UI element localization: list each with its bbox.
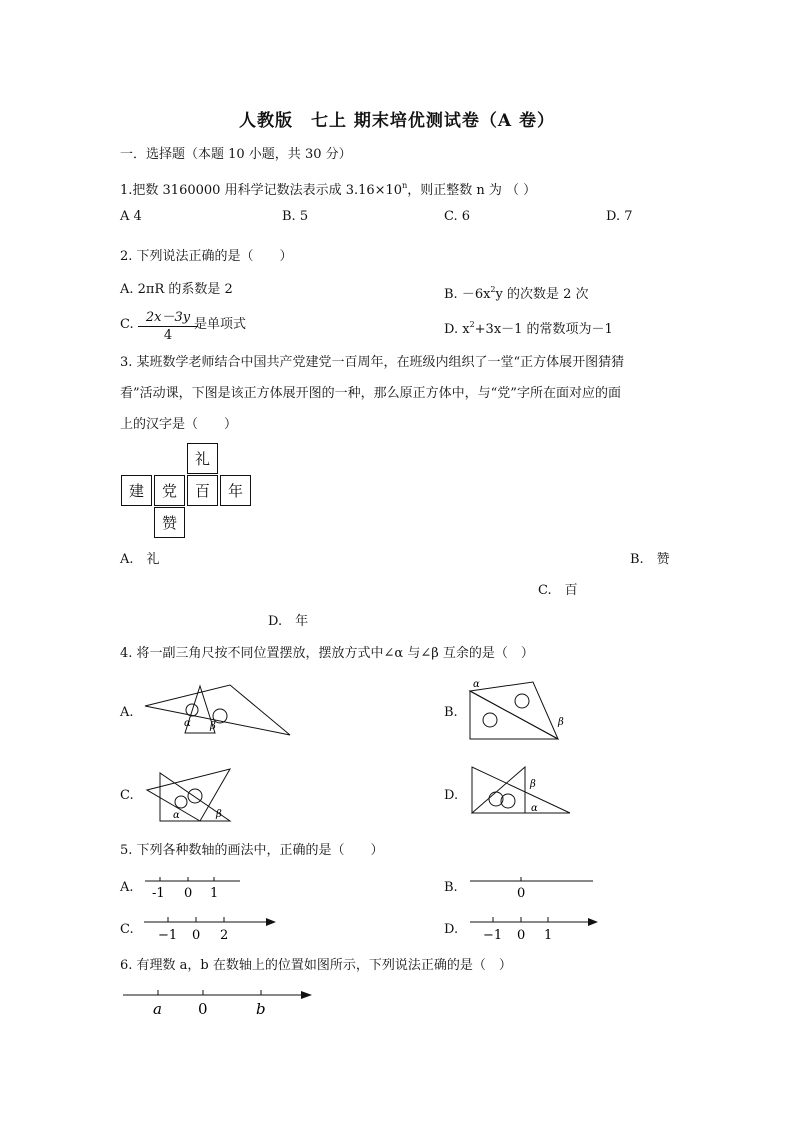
q5-option-b[interactable]: B.: [444, 880, 458, 895]
svg-text:2: 2: [220, 928, 229, 943]
net-cell: 党: [154, 475, 185, 506]
q3-option-c[interactable]: C. 百: [538, 583, 578, 598]
q5-option-c[interactable]: C.: [120, 922, 134, 937]
q2-option-c-fraction: $\frac{2x-3y}{4}$: [138, 306, 198, 343]
q2-option-c-label[interactable]: C.: [120, 317, 134, 332]
svg-text:a: a: [153, 1000, 162, 1018]
net-cell-bottom: 赞: [154, 507, 185, 538]
question-2-stem: 2. 下列说法正确的是（ ）: [120, 249, 293, 264]
svg-text:β: β: [216, 809, 222, 820]
q4-option-b[interactable]: B.: [444, 705, 458, 720]
q3-option-a[interactable]: A. 礼: [120, 552, 160, 567]
question-5-stem: 5. 下列各种数轴的画法中，正确的是（ ）: [120, 843, 384, 858]
svg-text:0: 0: [517, 886, 526, 901]
q1-option-d[interactable]: D. 7: [606, 209, 633, 224]
question-3-line-3: 上的汉字是（ ）: [120, 417, 238, 432]
page-title: 人教版 七上 期末培优测试卷（A 卷）: [238, 111, 556, 131]
q3-option-d[interactable]: D. 年: [268, 614, 309, 629]
net-cell-top: 礼: [187, 443, 218, 474]
q5-axis-d: [468, 913, 608, 945]
q5-option-d[interactable]: D.: [444, 922, 459, 937]
q5-axis-b: [468, 872, 598, 902]
net-cell: 建: [121, 475, 152, 506]
svg-text:0: 0: [192, 928, 201, 943]
svg-text:α: α: [531, 803, 538, 814]
svg-text:-1: -1: [152, 886, 165, 901]
net-cell: 百: [187, 475, 218, 506]
q6-number-line: [120, 985, 320, 1021]
q5-option-a[interactable]: A.: [120, 880, 134, 895]
q4-figure-d: [470, 765, 580, 823]
svg-text:b: b: [256, 1000, 266, 1018]
q2-option-d[interactable]: D. $x^2+3x-1$ 的常数项为－1: [444, 320, 613, 337]
q5-axis-c: [142, 913, 282, 945]
q1-option-c[interactable]: C. 6: [444, 209, 471, 224]
question-4-stem: 4. 将一副三角尺按不同位置摆放，摆放方式中∠α 与∠β 互余的是（ ）: [120, 646, 534, 661]
svg-text:−1: −1: [483, 928, 503, 943]
svg-text:1: 1: [210, 886, 219, 901]
q4-option-c[interactable]: C.: [120, 788, 134, 803]
q2-option-a[interactable]: A. 2πR 的系数是 2: [120, 282, 233, 297]
question-6-stem: 6. 有理数 a，b 在数轴上的位置如图所示，下列说法正确的是（ ）: [120, 958, 512, 973]
section-heading: 一．选择题（本题 10 小题，共 30 分）: [120, 147, 352, 162]
svg-text:0: 0: [198, 1000, 208, 1018]
q1-option-a[interactable]: A 4: [120, 209, 142, 224]
q4-figure-b: [468, 676, 578, 742]
q2-option-c-text: 是单项式: [194, 317, 247, 332]
q4-option-a[interactable]: A.: [120, 705, 134, 720]
svg-text:1: 1: [544, 928, 553, 943]
svg-text:0: 0: [184, 886, 193, 901]
q4-figure-c: [145, 765, 265, 823]
q1-option-b[interactable]: B. 5: [282, 209, 309, 224]
question-3-line-1: 3. 某班数学老师结合中国共产党建党一百周年，在班级内组织了一堂“正方体展开图猜猜: [120, 355, 625, 370]
q5-axis-a: [140, 872, 250, 904]
svg-text:β: β: [530, 779, 536, 790]
svg-text:α: α: [173, 810, 180, 821]
q2-option-b[interactable]: B. $-6x^2y$ 的次数是 2 次: [444, 285, 589, 302]
q3-option-b[interactable]: B. 赞: [630, 552, 670, 567]
svg-text:β: β: [210, 721, 216, 732]
svg-text:−1: −1: [158, 928, 178, 943]
svg-text:α: α: [184, 718, 191, 729]
question-1-stem: 1.把数 3160000 用科学记数法表示成 $3.16\times 10^n$，则正整数 n 为 （ ）: [120, 181, 537, 198]
svg-text:β: β: [558, 717, 564, 728]
svg-text:α: α: [473, 679, 480, 690]
q4-figure-a: [140, 683, 300, 743]
question-3-line-2: 看”活动课，下图是该正方体展开图的一种，那么原正方体中，与“党”字所在面对应的面: [120, 386, 621, 401]
q4-option-d[interactable]: D.: [444, 788, 459, 803]
svg-text:0: 0: [517, 928, 526, 943]
net-cell: 年: [220, 475, 251, 506]
